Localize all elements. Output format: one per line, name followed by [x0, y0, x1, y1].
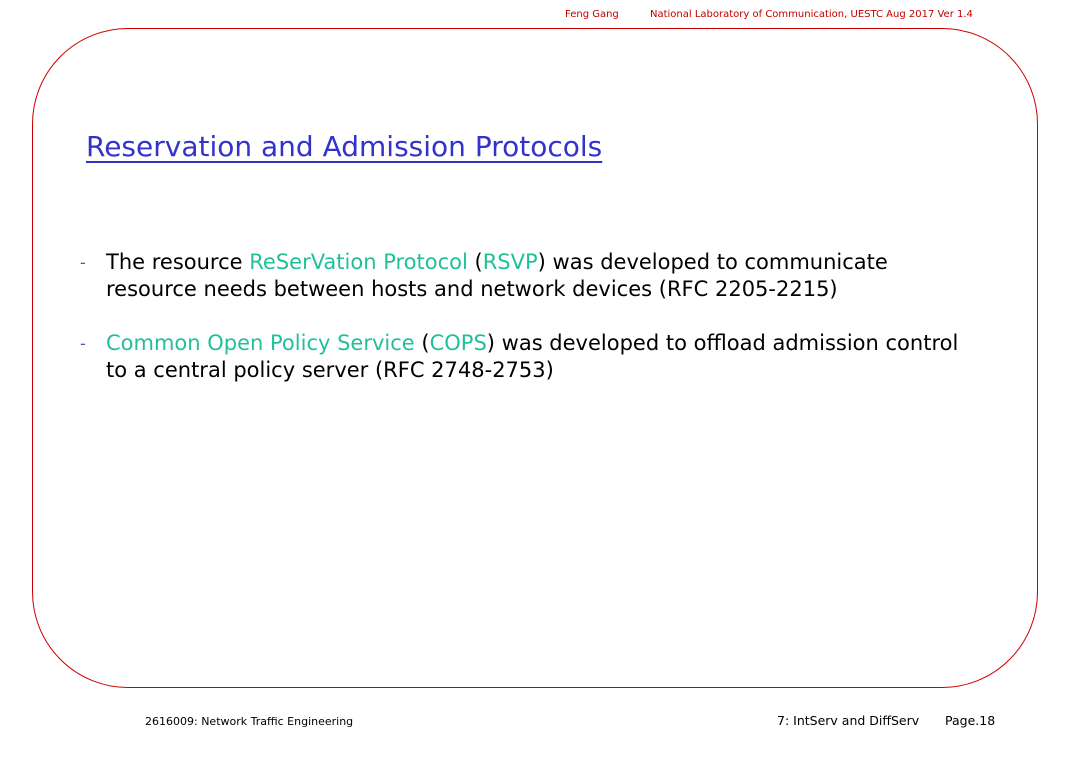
slide-title: Reservation and Admission Protocols [86, 130, 603, 163]
bullet-list [80, 249, 980, 384]
rsvp-abbr: RSVP [482, 250, 538, 274]
bullet-text: ( [414, 331, 430, 355]
bullet-dash: - [80, 334, 86, 353]
header-author: Feng Gang [565, 9, 619, 20]
bullet-text: ) was developed to offload admission control to a central policy server (RFC 2748-2753) [106, 331, 959, 382]
bullet-text: The resource [106, 250, 250, 274]
bullet-cops [80, 330, 980, 384]
footer-chapter: 7: IntServ and DiffServ [777, 713, 920, 728]
cops-abbr: COPS [429, 331, 487, 355]
bullet-text: ( [467, 250, 483, 274]
bullet-rsvp [80, 249, 980, 303]
rsvp-term: ReSerVation Protocol [249, 250, 468, 274]
cops-term: Common Open Policy Service [106, 331, 415, 355]
bullet-text: ) was developed to communicate resource needs between hosts and network devices (RFC 2205-2215) [106, 250, 888, 301]
footer-page-number: Page.18 [945, 713, 996, 728]
bullet-dash: - [80, 253, 86, 272]
header-affiliation: National Laboratory of Communication, UESTC Aug 2017 Ver 1.4 [650, 9, 973, 20]
footer-course: 2616009: Network Traffic Engineering [145, 715, 354, 728]
